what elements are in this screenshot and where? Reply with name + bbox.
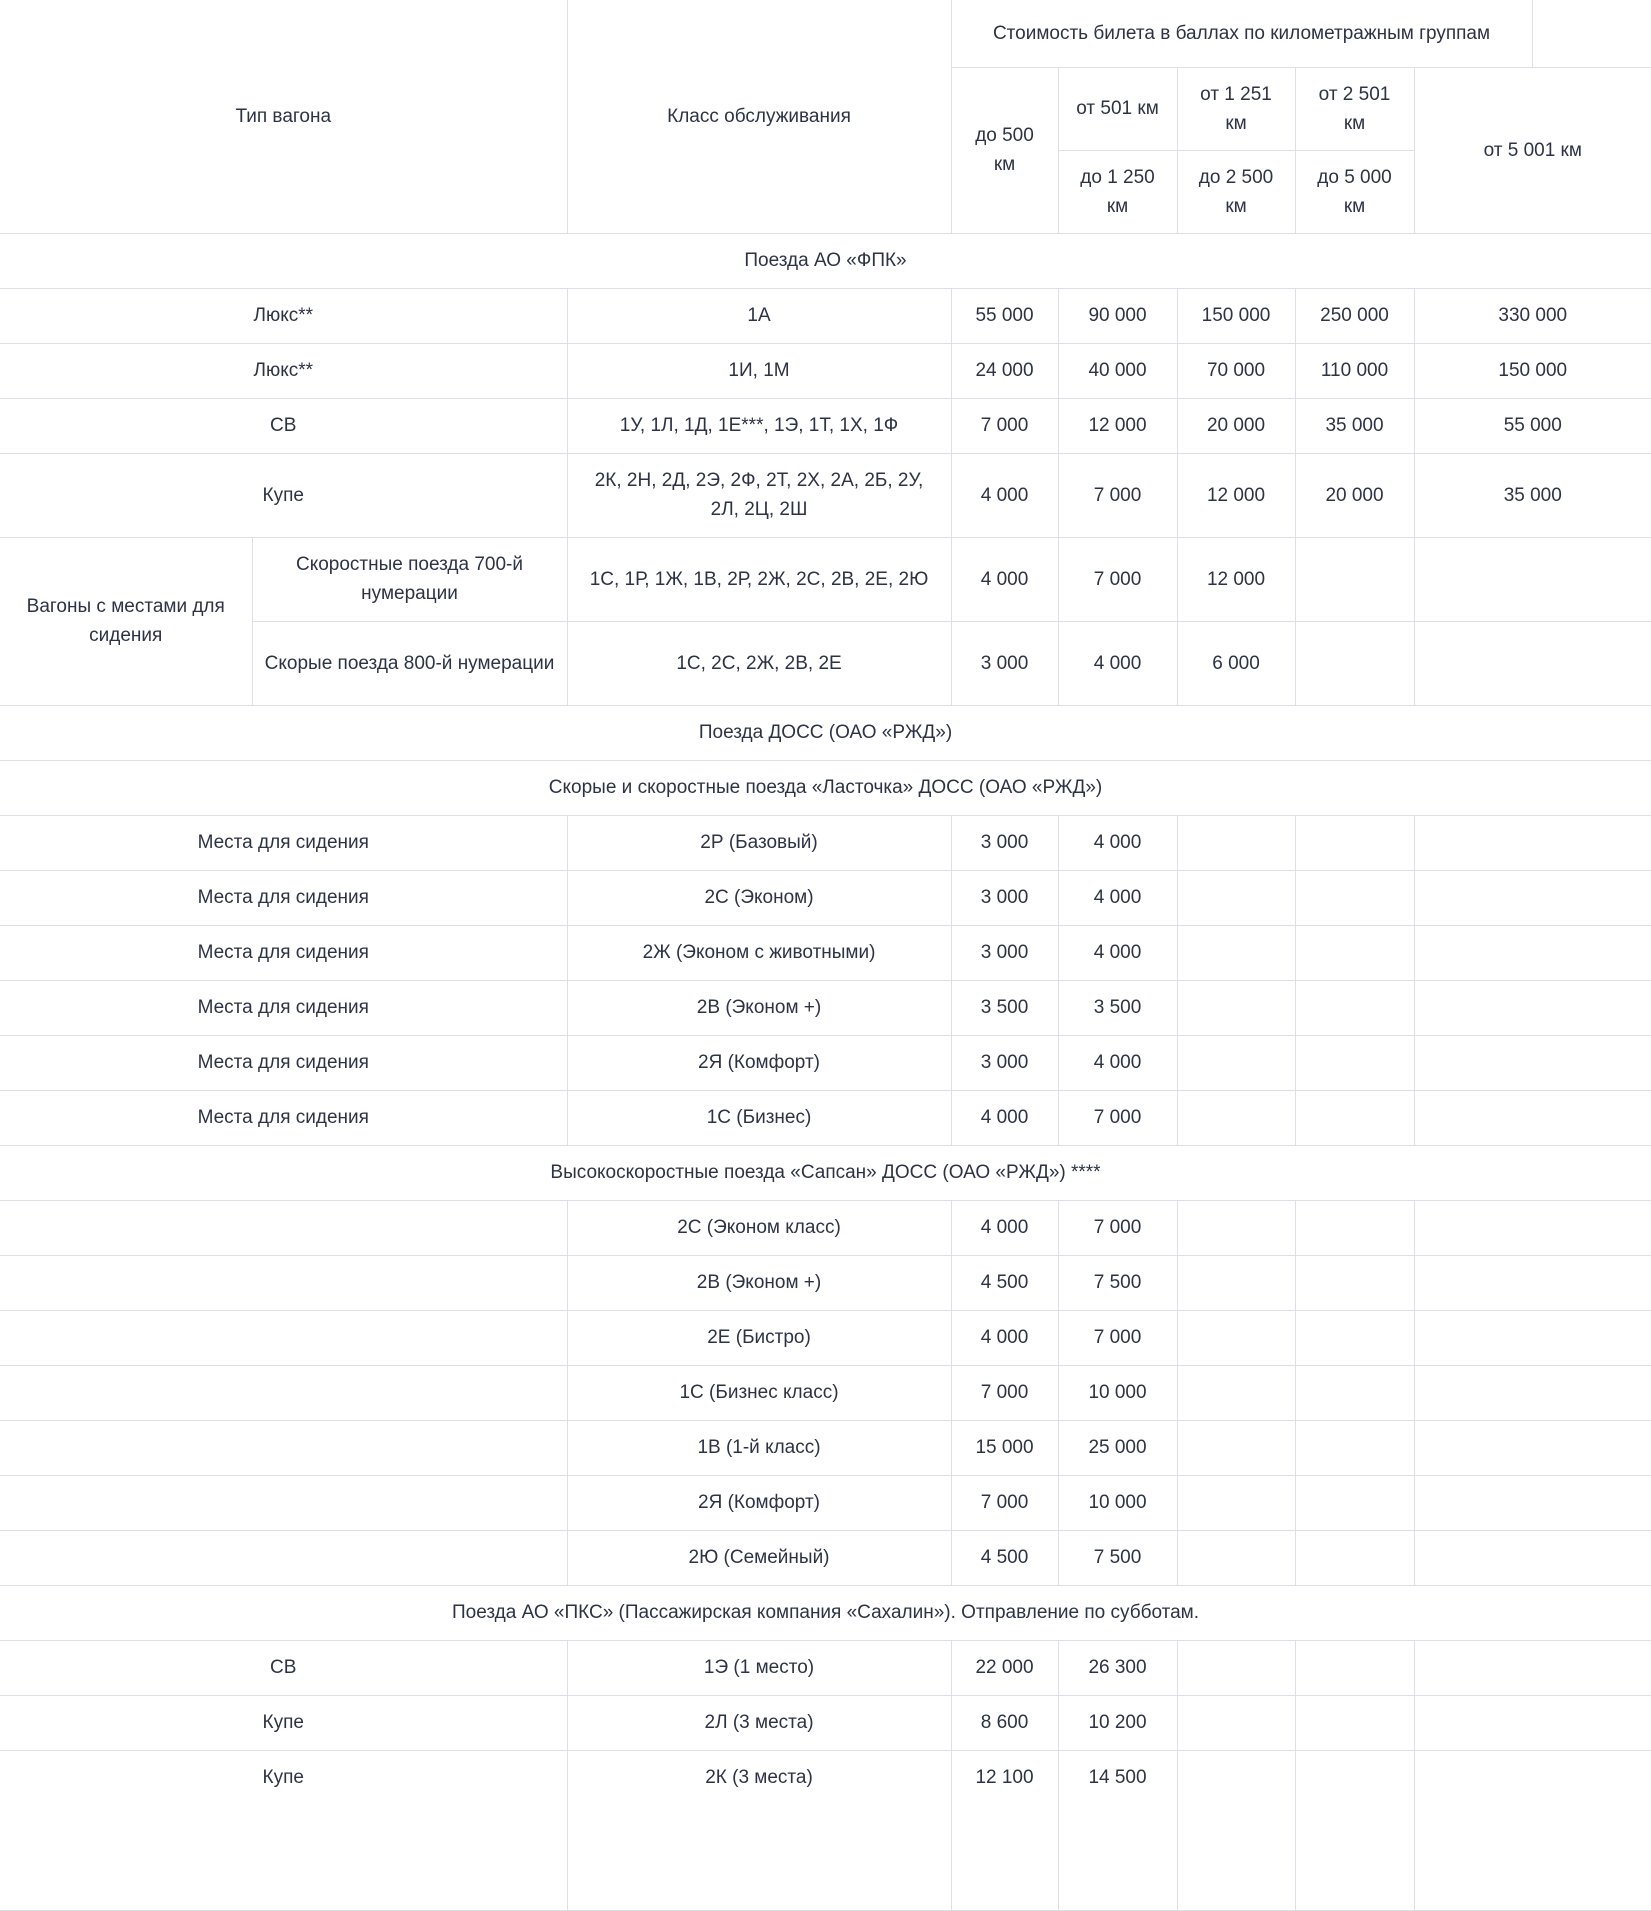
price-cell-empty: [1177, 815, 1295, 870]
header-km-500: до 500 км: [951, 67, 1058, 233]
price-cell-empty: [1414, 1640, 1651, 1695]
price-cell: 3 000: [951, 870, 1058, 925]
table-row: [0, 1090, 1651, 1145]
header-service-class: Класс обслуживания: [567, 0, 951, 233]
price-cell-empty: [1414, 1255, 1651, 1310]
price-cell-empty: [1414, 1310, 1651, 1365]
price-cell: 3 500: [1058, 980, 1177, 1035]
service-class-cell: 2Ж (Эконом с животными): [567, 925, 951, 980]
price-cell: 4 000: [951, 1200, 1058, 1255]
price-cell-empty: [1177, 870, 1295, 925]
table-row: [0, 1255, 1651, 1310]
service-class-cell: 1С, 1Р, 1Ж, 1В, 2Р, 2Ж, 2С, 2В, 2Е, 2Ю: [567, 537, 951, 621]
table-row: [0, 1310, 1651, 1365]
car-type-cell: СВ: [0, 398, 567, 453]
price-cell: 4 000: [951, 453, 1058, 537]
header-km-5001: от 5 001 км: [1414, 67, 1651, 233]
price-cell: 20 000: [1177, 398, 1295, 453]
price-cell: 55 000: [1414, 398, 1651, 453]
table-row: [0, 925, 1651, 980]
price-cell-empty: [1177, 925, 1295, 980]
price-cell: 3 000: [951, 925, 1058, 980]
seating-group-cell: Вагоны с местами для сидения: [0, 537, 252, 705]
price-cell: 7 000: [951, 1365, 1058, 1420]
price-cell: 3 000: [951, 621, 1058, 705]
section-row: [0, 1585, 1651, 1640]
header-km-5000: до 5 000 км: [1295, 150, 1414, 233]
price-cell-empty: [1414, 1365, 1651, 1420]
service-class-cell: 2К (3 места): [567, 1750, 951, 1910]
price-cell: 35 000: [1414, 453, 1651, 537]
price-cell-empty: [1414, 1420, 1651, 1475]
car-type-cell: Места для сидения: [0, 815, 567, 870]
section-title-fpk: Поезда АО «ФПК»: [0, 233, 1651, 288]
price-cell-empty: [1177, 1200, 1295, 1255]
price-cell: 12 000: [1177, 453, 1295, 537]
price-cell: 25 000: [1058, 1420, 1177, 1475]
price-cell-empty: [1177, 1530, 1295, 1585]
table-row: [0, 398, 1651, 453]
price-cell-empty: [1177, 980, 1295, 1035]
price-cell: 12 000: [1058, 398, 1177, 453]
price-cell: 3 000: [951, 815, 1058, 870]
price-cell: 7 500: [1058, 1530, 1177, 1585]
section-title-pks: Поезда АО «ПКС» (Пассажирская компания «Сахалин»). Отправление по субботам.: [0, 1585, 1651, 1640]
section-row: [0, 705, 1651, 760]
price-cell: 4 500: [951, 1255, 1058, 1310]
service-class-cell: 1В (1-й класс): [567, 1420, 951, 1475]
price-cell: 4 000: [1058, 815, 1177, 870]
price-cell-empty: [1295, 537, 1414, 621]
price-cell: 22 000: [951, 1640, 1058, 1695]
price-cell: 7 000: [951, 398, 1058, 453]
section-title-doss: Поезда ДОСС (ОАО «РЖД»): [0, 705, 1651, 760]
price-cell-empty: [1177, 1090, 1295, 1145]
price-cell: 10 200: [1058, 1695, 1177, 1750]
price-cell: 7 000: [1058, 537, 1177, 621]
price-cell: 3 000: [951, 1035, 1058, 1090]
price-cell-empty: [1295, 1365, 1414, 1420]
car-type-cell: Купе: [0, 1750, 567, 1910]
price-cell-empty: [1414, 1200, 1651, 1255]
price-cell-empty: [1177, 1310, 1295, 1365]
service-class-cell: 2В (Эконом +): [567, 1255, 951, 1310]
car-type-cell: [0, 1420, 567, 1475]
price-cell: 24 000: [951, 343, 1058, 398]
price-cell: 150 000: [1414, 343, 1651, 398]
car-type-cell: [0, 1530, 567, 1585]
price-cell: 14 500: [1058, 1750, 1177, 1910]
section-row: [0, 760, 1651, 815]
service-class-cell: 2К, 2Н, 2Д, 2Э, 2Ф, 2Т, 2Х, 2А, 2Б, 2У, 2Л, 2Ц, 2Ш: [567, 453, 951, 537]
price-cell: 35 000: [1295, 398, 1414, 453]
car-type-cell: Люкс**: [0, 343, 567, 398]
section-title-lastochka: Скорые и скоростные поезда «Ласточка» ДОСС (ОАО «РЖД»): [0, 760, 1651, 815]
price-cell: 90 000: [1058, 288, 1177, 343]
car-type-cell: [0, 1310, 567, 1365]
train-subtype-cell: Скоростные поезда 700-й нумерации: [252, 537, 567, 621]
header-km-1251: от 1 251 км: [1177, 67, 1295, 150]
price-cell-empty: [1414, 1090, 1651, 1145]
price-cell: 7 000: [951, 1475, 1058, 1530]
service-class-cell: 2Я (Комфорт): [567, 1035, 951, 1090]
service-class-cell: 2Л (3 места): [567, 1695, 951, 1750]
header-km-2501: от 2 501 км: [1295, 67, 1414, 150]
table-row: [0, 1475, 1651, 1530]
service-class-cell: 2В (Эконом +): [567, 980, 951, 1035]
price-cell-empty: [1295, 1640, 1414, 1695]
price-cell: 150 000: [1177, 288, 1295, 343]
price-cell-empty: [1414, 1695, 1651, 1750]
car-type-cell: СВ: [0, 1640, 567, 1695]
price-cell-empty: [1295, 1475, 1414, 1530]
price-cell-empty: [1414, 621, 1651, 705]
price-cell-empty: [1295, 1420, 1414, 1475]
price-cell-empty: [1414, 1035, 1651, 1090]
table-row: [0, 815, 1651, 870]
service-class-cell: 1А: [567, 288, 951, 343]
price-cell-empty: [1177, 1695, 1295, 1750]
table-row: [0, 1640, 1651, 1695]
price-cell: 4 000: [951, 1310, 1058, 1365]
price-cell-empty: [1295, 980, 1414, 1035]
price-cell-empty: [1414, 1750, 1651, 1910]
service-class-cell: 2С (Эконом): [567, 870, 951, 925]
table-row: [0, 1695, 1651, 1750]
price-cell-empty: [1177, 1750, 1295, 1910]
price-cell: 10 000: [1058, 1475, 1177, 1530]
header-km-2500: до 2 500 км: [1177, 150, 1295, 233]
price-cell-empty: [1177, 1035, 1295, 1090]
price-cell: 4 000: [1058, 1035, 1177, 1090]
price-cell-empty: [1414, 925, 1651, 980]
table-row: [0, 1365, 1651, 1420]
car-type-cell: Купе: [0, 453, 567, 537]
price-cell-empty: [1177, 1255, 1295, 1310]
price-cell: 330 000: [1414, 288, 1651, 343]
price-cell: 7 500: [1058, 1255, 1177, 1310]
price-cell-empty: [1295, 1310, 1414, 1365]
price-cell: 4 000: [1058, 925, 1177, 980]
car-type-cell: Места для сидения: [0, 1090, 567, 1145]
price-cell: 4 000: [951, 1090, 1058, 1145]
price-cell: 40 000: [1058, 343, 1177, 398]
price-cell-empty: [1295, 815, 1414, 870]
price-cell-empty: [1414, 815, 1651, 870]
price-cell-empty: [1177, 1420, 1295, 1475]
price-cell: 110 000: [1295, 343, 1414, 398]
price-cell-empty: [1414, 980, 1651, 1035]
price-cell-empty: [1295, 1695, 1414, 1750]
service-class-cell: 1Э (1 место): [567, 1640, 951, 1695]
section-title-sapsan: Высокоскоростные поезда «Сапсан» ДОСС (ОАО «РЖД») ****: [0, 1145, 1651, 1200]
price-cell-empty: [1414, 1530, 1651, 1585]
header-car-type: Тип вагона: [0, 0, 567, 233]
table-row: [0, 870, 1651, 925]
price-cell-empty: [1295, 1200, 1414, 1255]
service-class-cell: 1С (Бизнес): [567, 1090, 951, 1145]
price-cell: 4 500: [951, 1530, 1058, 1585]
table-row: [0, 1035, 1651, 1090]
price-cell: 4 000: [1058, 621, 1177, 705]
price-cell: 7 000: [1058, 1090, 1177, 1145]
price-cell: 26 300: [1058, 1640, 1177, 1695]
price-cell-empty: [1295, 1530, 1414, 1585]
price-cell: 12 000: [1177, 537, 1295, 621]
table-row: [0, 980, 1651, 1035]
table-row: [0, 288, 1651, 343]
section-row: [0, 1145, 1651, 1200]
service-class-cell: 2Р (Базовый): [567, 815, 951, 870]
table-row: [0, 1750, 1651, 1910]
table-row: [0, 537, 1651, 621]
price-cell: 10 000: [1058, 1365, 1177, 1420]
train-subtype-cell: Скорые поезда 800-й нумерации: [252, 621, 567, 705]
service-class-cell: 2Я (Комфорт): [567, 1475, 951, 1530]
service-class-cell: 1С, 2С, 2Ж, 2В, 2Е: [567, 621, 951, 705]
header-cost-group: Стоимость билета в баллах по километражным группам: [951, 0, 1532, 67]
price-cell: 7 000: [1058, 453, 1177, 537]
service-class-cell: 2С (Эконом класс): [567, 1200, 951, 1255]
price-cell-empty: [1414, 870, 1651, 925]
price-cell: 70 000: [1177, 343, 1295, 398]
price-cell: 20 000: [1295, 453, 1414, 537]
car-type-cell: [0, 1200, 567, 1255]
price-cell-empty: [1295, 621, 1414, 705]
price-cell: 4 000: [951, 537, 1058, 621]
service-class-cell: 1У, 1Л, 1Д, 1Е***, 1Э, 1Т, 1Х, 1Ф: [567, 398, 951, 453]
price-cell: 55 000: [951, 288, 1058, 343]
car-type-cell: [0, 1475, 567, 1530]
section-row: [0, 233, 1651, 288]
price-cell: 6 000: [1177, 621, 1295, 705]
car-type-cell: Места для сидения: [0, 980, 567, 1035]
header-km-501: от 501 км: [1058, 67, 1177, 150]
table-row: [0, 343, 1651, 398]
price-cell-empty: [1414, 1475, 1651, 1530]
table-row: [0, 1420, 1651, 1475]
price-cell: 4 000: [1058, 870, 1177, 925]
price-cell-empty: [1295, 870, 1414, 925]
car-type-cell: [0, 1255, 567, 1310]
price-cell-empty: [1177, 1475, 1295, 1530]
price-cell: 7 000: [1058, 1200, 1177, 1255]
service-class-cell: 2Ю (Семейный): [567, 1530, 951, 1585]
car-type-cell: Люкс**: [0, 288, 567, 343]
price-cell-empty: [1295, 1750, 1414, 1910]
car-type-cell: [0, 1365, 567, 1420]
car-type-cell: Места для сидения: [0, 925, 567, 980]
price-cell-empty: [1177, 1640, 1295, 1695]
price-cell: 8 600: [951, 1695, 1058, 1750]
header-km-1250: до 1 250 км: [1058, 150, 1177, 233]
table-body: [0, 233, 1651, 1910]
table-row: [0, 453, 1651, 537]
price-cell: 250 000: [1295, 288, 1414, 343]
service-class-cell: 2Е (Бистро): [567, 1310, 951, 1365]
price-cell: 7 000: [1058, 1310, 1177, 1365]
service-class-cell: 1И, 1М: [567, 343, 951, 398]
table-row: [0, 1530, 1651, 1585]
price-cell-empty: [1295, 1090, 1414, 1145]
price-cell-empty: [1295, 1035, 1414, 1090]
car-type-cell: Места для сидения: [0, 870, 567, 925]
price-cell-empty: [1295, 1255, 1414, 1310]
price-cell-empty: [1295, 925, 1414, 980]
price-cell: 3 500: [951, 980, 1058, 1035]
price-cell-empty: [1414, 537, 1651, 621]
car-type-cell: Купе: [0, 1695, 567, 1750]
car-type-cell: Места для сидения: [0, 1035, 567, 1090]
service-class-cell: 1С (Бизнес класс): [567, 1365, 951, 1420]
table-row: [0, 1200, 1651, 1255]
price-cell-empty: [1177, 1365, 1295, 1420]
price-cell: 15 000: [951, 1420, 1058, 1475]
table-header: [0, 0, 1651, 233]
header-corner-blank: [1532, 0, 1651, 67]
price-cell: 12 100: [951, 1750, 1058, 1910]
